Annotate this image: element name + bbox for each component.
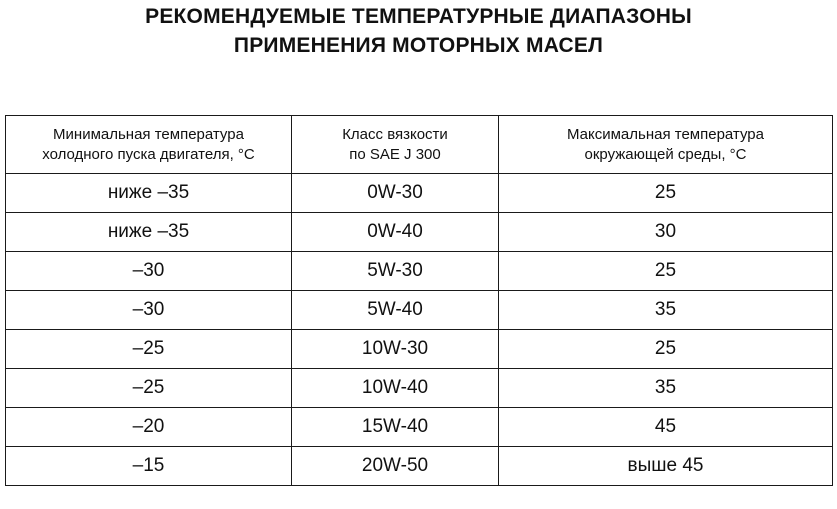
header-max-temp — [499, 116, 833, 174]
cell-viscosity: 5W-40 — [292, 291, 499, 330]
header-max-temp-line-1: Максимальная температура — [567, 125, 764, 143]
page-title — [0, 2, 837, 60]
cell-max-temp: 25 — [499, 252, 833, 291]
cell-min-temp: –30 — [6, 291, 292, 330]
header-min-temp-line-1: Минимальная температура — [53, 125, 244, 143]
table-header-row — [6, 116, 833, 174]
cell-viscosity: 20W-50 — [292, 447, 499, 486]
table-row — [6, 252, 833, 291]
cell-min-temp: –25 — [6, 330, 292, 369]
cell-min-temp: –15 — [6, 447, 292, 486]
cell-min-temp: –20 — [6, 408, 292, 447]
title-line-2: ПРИМЕНЕНИЯ МОТОРНЫХ МАСЕЛ — [233, 34, 604, 57]
cell-viscosity: 10W-40 — [292, 369, 499, 408]
cell-viscosity: 0W-40 — [292, 213, 499, 252]
header-min-temp — [6, 116, 292, 174]
cell-viscosity: 5W-30 — [292, 252, 499, 291]
header-viscosity — [292, 116, 499, 174]
cell-max-temp: выше 45 — [499, 447, 833, 486]
header-viscosity-line-1: Класс вязкости — [342, 125, 448, 143]
table-row — [6, 291, 833, 330]
cell-max-temp: 25 — [499, 330, 833, 369]
cell-max-temp: 45 — [499, 408, 833, 447]
cell-max-temp: 35 — [499, 291, 833, 330]
cell-max-temp: 30 — [499, 213, 833, 252]
header-max-temp-line-2: окружающей среды, °C — [584, 145, 747, 163]
cell-max-temp: 25 — [499, 174, 833, 213]
cell-max-temp: 35 — [499, 369, 833, 408]
table-row — [6, 213, 833, 252]
title-line-1: РЕКОМЕНДУЕМЫЕ ТЕМПЕРАТУРНЫЕ ДИАПАЗОНЫ — [145, 5, 692, 28]
header-viscosity-line-2: по SAE J 300 — [349, 145, 441, 163]
table-row — [6, 174, 833, 213]
cell-viscosity: 15W-40 — [292, 408, 499, 447]
cell-min-temp: ниже –35 — [6, 213, 292, 252]
cell-min-temp: –30 — [6, 252, 292, 291]
oil-temperature-table — [5, 115, 833, 486]
cell-min-temp: ниже –35 — [6, 174, 292, 213]
table-row — [6, 369, 833, 408]
table-row — [6, 408, 833, 447]
table-row — [6, 447, 833, 486]
header-min-temp-line-2: холодного пуска двигателя, °C — [42, 145, 255, 163]
cell-min-temp: –25 — [6, 369, 292, 408]
cell-viscosity: 0W-30 — [292, 174, 499, 213]
table-row — [6, 330, 833, 369]
cell-viscosity: 10W-30 — [292, 330, 499, 369]
